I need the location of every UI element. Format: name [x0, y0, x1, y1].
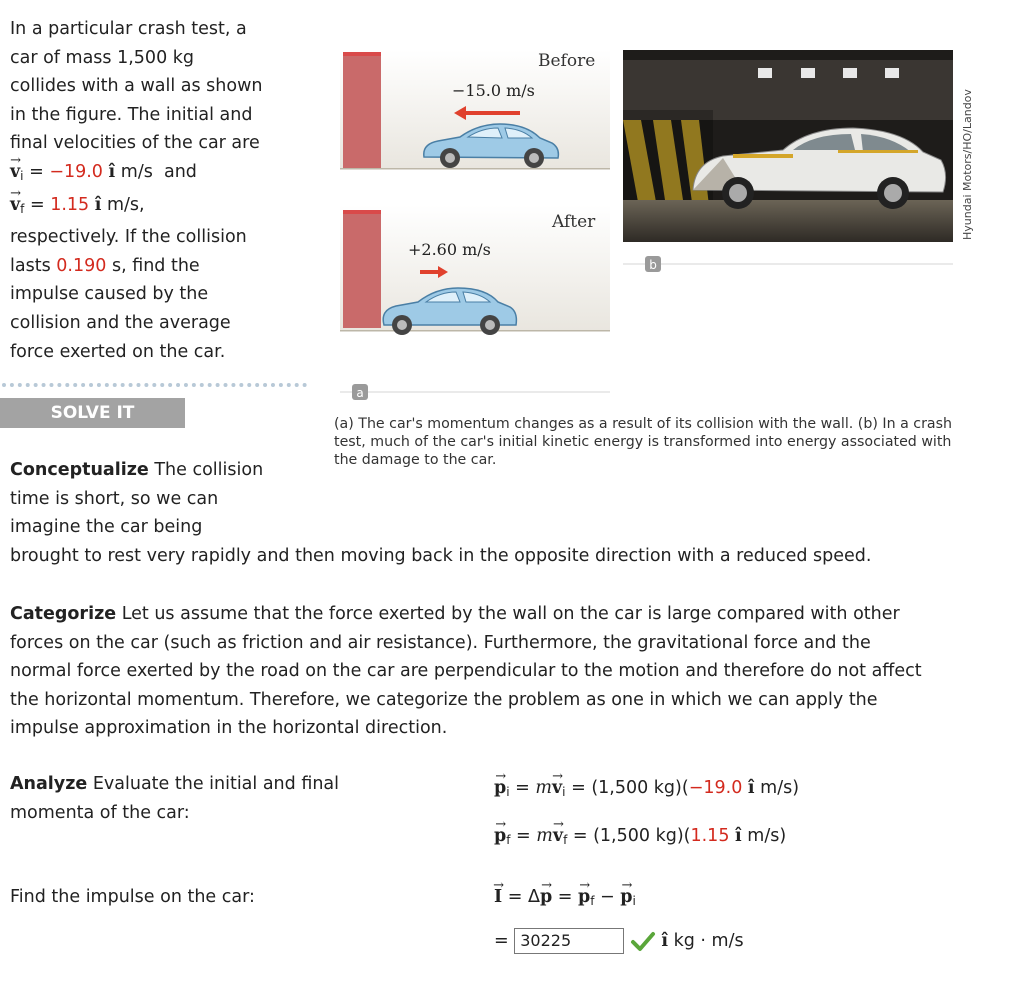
solve-it-banner: SOLVE IT [0, 398, 185, 428]
eq2-value: 1.15 [690, 826, 730, 846]
dotted-divider [2, 383, 307, 387]
figure-label-a: a [356, 386, 364, 400]
problem-line: In a particular crash test, a [10, 19, 247, 39]
problem-line: force exerted on the car. [10, 341, 226, 362]
problem-line: collides with a wall as shown [10, 76, 263, 97]
analyze-section: Analyze Evaluate the initial and final momenta of the car: [10, 774, 340, 823]
problem-line: respectively. If the collision [10, 227, 247, 248]
find-impulse-label: Find the impulse on the car: [10, 887, 255, 907]
before-label: Before [538, 51, 596, 71]
eq1-value: −19.0 [688, 778, 743, 798]
conceptualize-section: Conceptualize The collision time is short, so we can imagine the car being brought to rest very rapidly and then moving back in the opposite direction with a reduced speed. [10, 460, 872, 566]
time-line: lasts 0.190 s, find the [10, 255, 200, 276]
wall-after [343, 210, 381, 328]
vi-value: −19.0 [49, 161, 103, 182]
velocity-after: +2.60 m/s [408, 240, 491, 259]
equation-impulse: I → = Δp → = $p \to_f - p \to_i$ [494, 883, 636, 916]
conceptualize-heading: Conceptualize [10, 460, 149, 480]
categorize-section: Categorize Let us assume that the force exerted by the wall on the car is large compared with other forces on the car (such as friction and air resistance). Furthermore, the gravitational force and the normal force exerted by the road on the car are perpendicular to the motion and therefore do not affect the horizontal momentum. Therefore, we categorize the problem as one in which we can apply the impulse approximation in the horizontal direction. [10, 604, 922, 739]
check-icon [630, 930, 656, 952]
problem-line: collision and the average [10, 312, 231, 333]
problem-line: car of mass 1,500 kg [10, 47, 195, 68]
figure-label-b: b [649, 258, 657, 272]
vf-line: $v \to_f = 1.15$ î m/s, [10, 191, 310, 224]
categorize-heading: Categorize [10, 604, 117, 624]
after-label: After [552, 212, 596, 232]
wall-before [343, 52, 381, 168]
impulse-answer-input[interactable]: 30225 [514, 928, 624, 954]
velocity-before: −15.0 m/s [452, 81, 535, 100]
photo-credit: Hyundai Motors/HO/Landov [961, 89, 974, 240]
time-value: 0.190 [56, 255, 107, 276]
answer-unit: kg · m/s [673, 931, 744, 951]
answer-row: = 30225 î kg · m/s [494, 927, 744, 956]
figure-caption: (a) The car's momentum changes as a result of its collision with the wall. (b) In a crash test, much of the car's initial kinetic energy is transformed into energy associated with the damage to the car. [334, 416, 952, 468]
vf-value: 1.15 [50, 194, 90, 215]
problem-line: final velocities of the car are [10, 133, 260, 154]
problem-line: impulse caused by the [10, 284, 209, 305]
equation-pi: $p \to_i$ = mv $\to_i = (1,500$ kg)(−19.0 î m/s) [494, 774, 799, 807]
problem-line: in the figure. The initial and [10, 104, 253, 125]
equation-pf: $p \to_f$ = mv $\to_f = (1,500$ kg)(1.15 î m/s) [494, 822, 786, 855]
figure-b [623, 50, 978, 275]
figure-a [340, 40, 610, 410]
vi-line: $v \to_i = -19.0$ î m/s and [10, 158, 310, 191]
problem-statement [10, 15, 310, 366]
analyze-heading: Analyze [10, 774, 88, 794]
